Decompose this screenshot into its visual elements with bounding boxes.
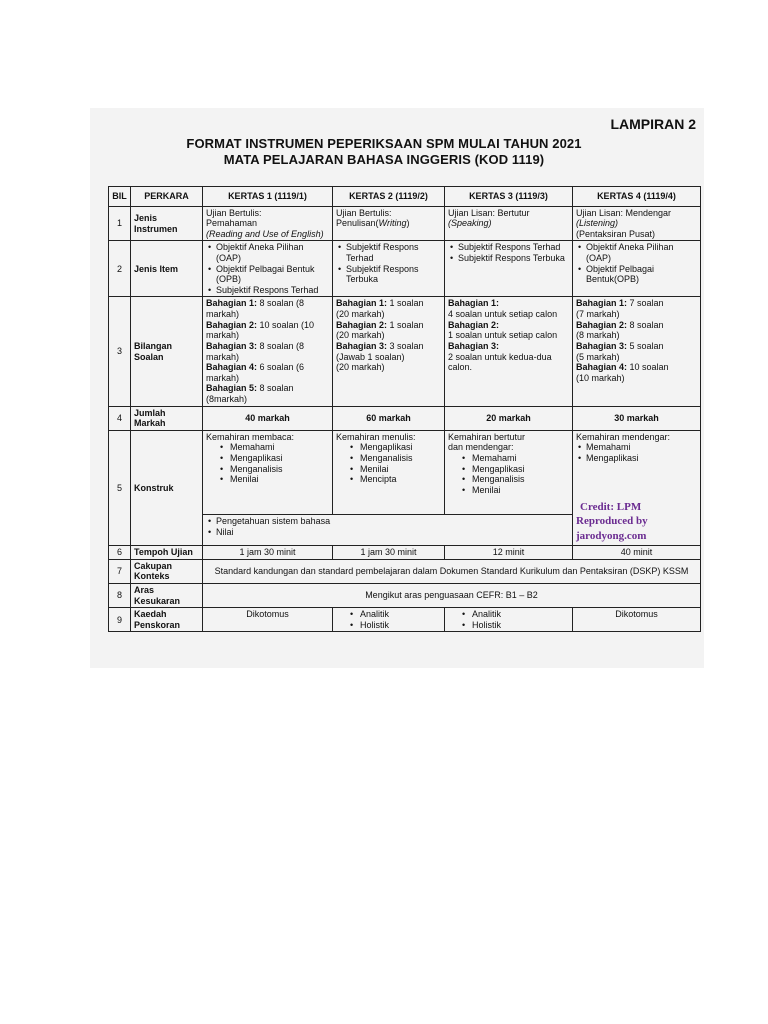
cell-kertas-4	[573, 430, 701, 545]
list-item: • Analitik	[336, 609, 441, 620]
cell-text: 6 soalan (6 markah)	[206, 362, 305, 383]
cell-all-papers: Standard kandungan dan standard pembelajaran dalam Dokumen Standard Kurikulum dan Pentaksiran (DSKP) KSSM	[203, 559, 701, 583]
cell-line	[576, 352, 697, 363]
cell-line	[336, 362, 441, 373]
cell-text: 10 soalan (10 markah)	[206, 319, 315, 341]
cell-line	[336, 341, 441, 352]
cell-line	[576, 309, 697, 320]
cell-line: (Listening)	[576, 218, 619, 229]
list-item: • Analitik	[448, 609, 569, 620]
list-item: • Objektif Aneka Pilihan (OAP)	[206, 242, 329, 263]
section-label: Bahagian 2:	[576, 319, 628, 330]
list-item: • Menilai	[336, 464, 441, 475]
cell-text: 1 soalan	[387, 319, 424, 330]
cell-text: 10 soalan	[627, 362, 669, 373]
table-row	[109, 583, 701, 607]
section-label: Bahagian 2:	[206, 319, 258, 330]
cell-line	[336, 298, 441, 309]
row-label: Kaedah Penskoran	[131, 608, 203, 632]
cell-line	[336, 352, 441, 363]
cell-line	[336, 218, 441, 229]
cell-line	[576, 298, 697, 309]
cell-line: Kemahiran membaca:	[206, 431, 295, 442]
row-label: Jenis Item	[131, 241, 203, 297]
cell-text: (20 markah)	[336, 330, 385, 341]
cell-kertas-2	[333, 297, 445, 406]
list-item: • Menganalisis	[336, 453, 441, 464]
cell-text: 4 soalan untuk setiap calon	[448, 309, 558, 320]
cell-kertas-4: 40 minit	[573, 546, 701, 560]
row-number: 3	[109, 297, 131, 406]
credit-watermark	[576, 500, 697, 545]
cell-text: 8 soalan (8markah)	[206, 383, 294, 404]
row-label: Aras Kesukaran	[131, 583, 203, 607]
cell-line	[336, 320, 441, 331]
cell-line	[576, 330, 697, 341]
table-row	[109, 430, 701, 515]
cell-line	[448, 320, 569, 331]
cell-kertas-3	[445, 297, 573, 406]
cell-text: 8 soalan (8 markah)	[206, 298, 305, 320]
cell-line	[206, 383, 329, 404]
cell-line	[448, 309, 569, 320]
cell-text: (7 markah)	[576, 309, 620, 320]
cell-line: (Reading and Use of English)	[206, 228, 324, 239]
lampiran-label: LAMPIRAN 2	[610, 116, 696, 132]
credit-line: Credit: LPM	[580, 500, 642, 513]
row-label: Tempoh Ujian	[131, 546, 203, 560]
cell-text: (Jawab 1 soalan)	[336, 351, 405, 362]
list-item: • Nilai	[206, 527, 569, 538]
cell-text: Writing	[378, 218, 407, 229]
cell-kertas-2	[333, 206, 445, 241]
row-number: 8	[109, 583, 131, 607]
list-item: • Mengaplikasi	[576, 453, 697, 464]
list-item: • Mengaplikasi	[448, 464, 569, 475]
cell-text: (20 markah)	[336, 309, 385, 320]
section-label: Bahagian 1:	[206, 298, 258, 309]
cell-line: Kemahiran menulis:	[336, 431, 416, 442]
cell-line: dan mendengar:	[448, 442, 514, 453]
cell-line	[206, 298, 329, 319]
cell-line: Pemahaman	[206, 218, 258, 229]
row-number: 4	[109, 406, 131, 430]
cell-line	[576, 320, 697, 331]
list-item: • Subjektif Respons Terhad	[336, 242, 441, 263]
header-kertas-2: KERTAS 2 (1119/2)	[333, 187, 445, 207]
row-number: 7	[109, 559, 131, 583]
list-item: • Objektif Pelbagai Bentuk (OPB)	[206, 264, 329, 285]
header-kertas-1: KERTAS 1 (1119/1)	[203, 187, 333, 207]
cell-line	[206, 320, 329, 341]
cell-text: 3 soalan	[387, 340, 424, 351]
cell-line: Ujian Bertulis:	[206, 207, 262, 218]
exam-format-table	[108, 186, 701, 632]
list-item: • Subjektif Respons Terhad	[206, 285, 329, 296]
row-label: Cakupan Konteks	[131, 559, 203, 583]
section-label: Bahagian 4:	[206, 362, 258, 373]
section-label: Bahagian 3:	[576, 340, 628, 351]
cell-kertas-2: 60 markah	[333, 406, 445, 430]
cell-kertas-4: 30 markah	[573, 406, 701, 430]
cell-kertas-1	[203, 241, 333, 297]
list-item: • Holistik	[336, 620, 441, 631]
cell-text: Penulisan(	[336, 218, 379, 229]
list-item: • Pengetahuan sistem bahasa	[206, 516, 569, 527]
cell-kertas-3: 12 minit	[445, 546, 573, 560]
section-label: Bahagian 5:	[206, 383, 258, 394]
list-item: • Mencipta	[336, 474, 441, 485]
list-item: • Menganalisis	[206, 464, 329, 475]
cell-line	[206, 341, 329, 362]
credit-line: Reproduced by jarodyong.com	[576, 515, 648, 543]
section-label: Bahagian 4:	[576, 362, 628, 373]
list-item: • Menilai	[206, 474, 329, 485]
section-label: Bahagian 1:	[576, 298, 628, 309]
cell-text: 5 soalan	[627, 340, 664, 351]
cell-kertas-1	[203, 297, 333, 406]
row-label: Konstruk	[131, 430, 203, 545]
header-kertas-4: KERTAS 4 (1119/4)	[573, 187, 701, 207]
cell-kertas-3	[445, 430, 573, 515]
document-title: FORMAT INSTRUMEN PEPERIKSAAN SPM MULAI TAHUN 2021	[186, 136, 582, 151]
table-row	[109, 406, 701, 430]
table-row	[109, 608, 701, 632]
list-item: • Mengaplikasi	[206, 453, 329, 464]
cell-line: (Pentaksiran Pusat)	[576, 228, 656, 239]
cell-line	[336, 330, 441, 341]
row-number: 2	[109, 241, 131, 297]
cell-kertas-3	[445, 206, 573, 241]
cell-kertas-3	[445, 608, 573, 632]
row-number: 9	[109, 608, 131, 632]
cell-line: Kemahiran mendengar:	[576, 431, 671, 442]
table-row	[109, 559, 701, 583]
cell-text: 2 soalan untuk kedua-dua calon.	[448, 351, 552, 373]
cell-kertas-1: 40 markah	[203, 406, 333, 430]
cell-line	[448, 330, 569, 341]
cell-line	[576, 341, 697, 352]
cell-shared-konstruk	[203, 515, 573, 546]
list-item: • Mengaplikasi	[336, 442, 441, 453]
row-label: Jumlah Markah	[131, 406, 203, 430]
cell-text: (20 markah)	[336, 362, 385, 373]
cell-line: Ujian Lisan: Bertutur	[448, 207, 530, 218]
section-label: Bahagian 3:	[336, 340, 388, 351]
table-row	[109, 241, 701, 297]
cell-text: (8 markah)	[576, 330, 620, 341]
list-item: • Subjektif Respons Terbuka	[336, 264, 441, 285]
cell-kertas-4	[573, 206, 701, 241]
row-number: 5	[109, 430, 131, 545]
cell-kertas-4	[573, 241, 701, 297]
cell-kertas-1: Dikotomus	[203, 608, 333, 632]
header-bil: BIL	[109, 187, 131, 207]
section-label: Bahagian 1:	[336, 298, 388, 309]
section-label: Bahagian 3:	[448, 340, 500, 351]
cell-kertas-1: 1 jam 30 minit	[203, 546, 333, 560]
cell-kertas-2	[333, 241, 445, 297]
section-label: Bahagian 1:	[448, 298, 500, 309]
cell-line	[576, 362, 697, 373]
cell-kertas-3	[445, 241, 573, 297]
cell-text: 1 soalan	[387, 298, 424, 309]
row-label: Jenis Instrumen	[131, 206, 203, 241]
section-label: Bahagian 2:	[448, 319, 500, 330]
cell-text: 1 soalan untuk setiap calon	[448, 330, 558, 341]
cell-line	[448, 341, 569, 352]
cell-line: Ujian Lisan: Mendengar	[576, 207, 672, 218]
cell-line	[336, 309, 441, 320]
cell-line	[448, 352, 569, 373]
row-label: Bilangan Soalan	[131, 297, 203, 406]
cell-kertas-2: 1 jam 30 minit	[333, 546, 445, 560]
list-item: • Objektif Pelbagai Bentuk(OPB)	[576, 264, 697, 285]
cell-line	[448, 298, 569, 309]
cell-kertas-4	[573, 297, 701, 406]
list-item: • Menilai	[448, 485, 569, 496]
list-item: • Memahami	[576, 442, 697, 453]
list-item: • Menganalisis	[448, 474, 569, 485]
cell-text: 8 soalan	[627, 319, 664, 330]
row-number: 6	[109, 546, 131, 560]
cell-line: Kemahiran bertutur	[448, 431, 526, 442]
list-item: • Objektif Aneka Pilihan (OAP)	[576, 242, 697, 263]
document-subtitle: MATA PELAJARAN BAHASA INGGERIS (KOD 1119)	[223, 152, 545, 167]
list-item: • Subjektif Respons Terbuka	[448, 253, 569, 264]
row-number: 1	[109, 206, 131, 241]
cell-kertas-3: 20 markah	[445, 406, 573, 430]
table-row	[109, 546, 701, 560]
table-row	[109, 206, 701, 241]
cell-line	[576, 373, 697, 384]
cell-kertas-2	[333, 608, 445, 632]
list-item: • Memahami	[448, 453, 569, 464]
cell-line: (Speaking)	[448, 218, 492, 229]
cell-text: 7 soalan	[627, 298, 664, 309]
cell-kertas-2	[333, 430, 445, 515]
cell-line: Ujian Bertulis:	[336, 207, 392, 218]
cell-all-papers: Mengikut aras penguasaan CEFR: B1 – B2	[203, 583, 701, 607]
cell-text: (5 markah)	[576, 351, 620, 362]
cell-kertas-4: Dikotomus	[573, 608, 701, 632]
cell-text: )	[406, 218, 410, 229]
list-item: • Memahami	[206, 442, 329, 453]
list-item: • Subjektif Respons Terhad	[448, 242, 569, 253]
header-kertas-3: KERTAS 3 (1119/3)	[445, 187, 573, 207]
table-header-row	[109, 187, 701, 207]
header-perkara: PERKARA	[131, 187, 203, 207]
table-row	[109, 297, 701, 406]
list-item: • Holistik	[448, 620, 569, 631]
cell-line	[206, 362, 329, 383]
cell-kertas-1	[203, 206, 333, 241]
section-label: Bahagian 2:	[336, 319, 388, 330]
cell-text: 8 soalan (8 markah)	[206, 340, 305, 362]
cell-text: (10 markah)	[576, 372, 625, 383]
section-label: Bahagian 3:	[206, 340, 258, 351]
cell-kertas-1	[203, 430, 333, 515]
